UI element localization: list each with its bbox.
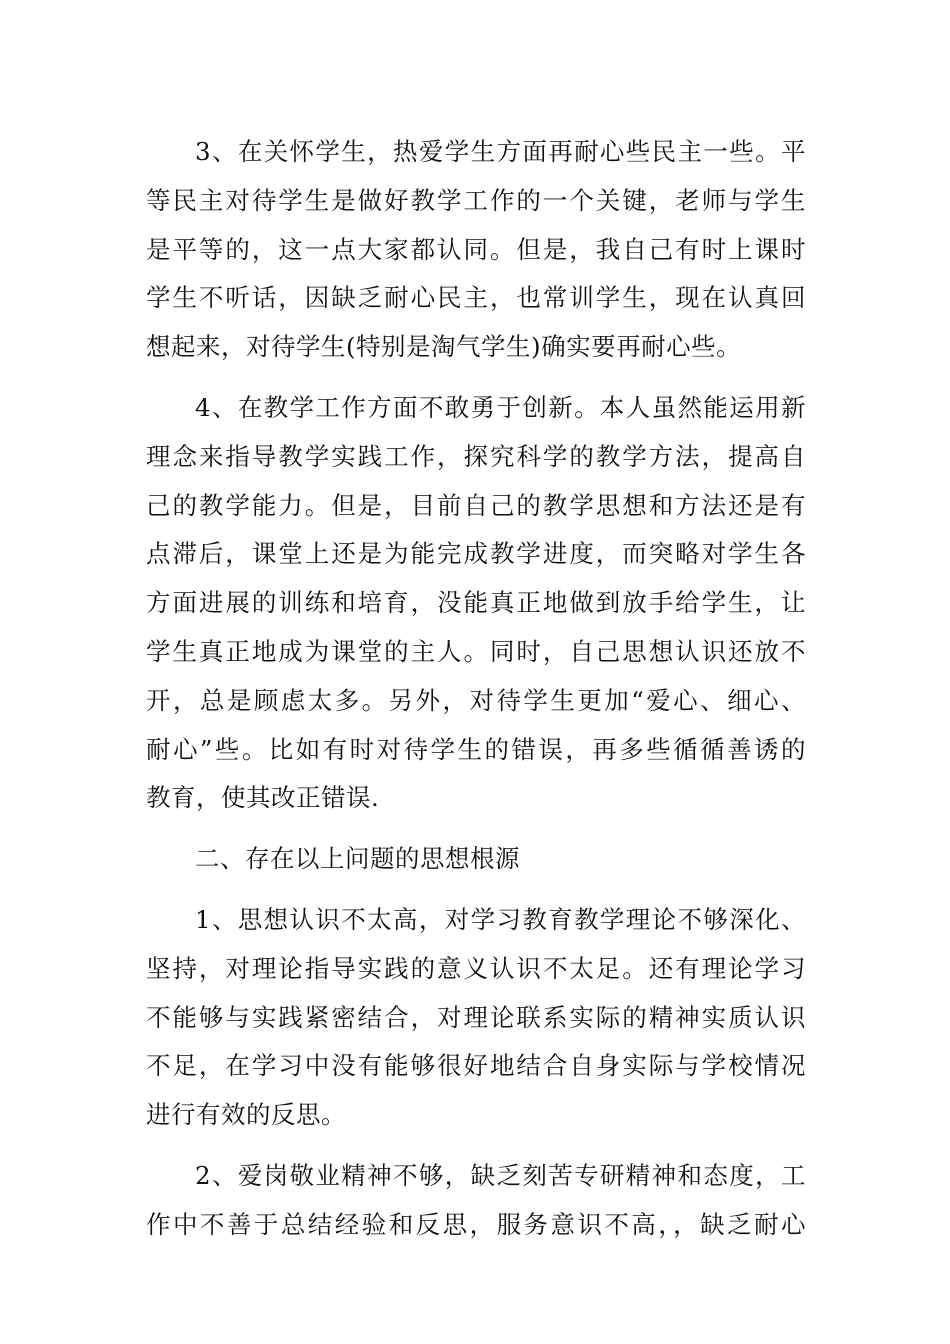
paragraph-item-4	[146, 384, 806, 823]
text-line: 开，总是顾虑太多。另外，对待学生更加“爱心、细心、	[146, 685, 806, 715]
text-line: 1、思想认识不太高，对学习教育教学理论不够深化、	[195, 904, 806, 934]
text-line: 是平等的，这一点大家都认同。但是，我自己有时上课时	[146, 234, 806, 264]
text-line: 作中不善于总结经验和反思，服务意识不高，，缺乏耐心	[146, 1209, 806, 1239]
text-line: 4、在教学工作方面不敢勇于创新。本人虽然能运用新	[195, 392, 806, 422]
text-line: 不足，在学习中没有能够很好地结合自身实际与学校情况	[146, 1051, 806, 1081]
text-line: 3、在关怀学生，热爱学生方面再耐心些民主一些。平	[195, 137, 806, 166]
text-line: 耐心”些。比如有时对待学生的错误，再多些循循善诱的	[146, 734, 806, 764]
text-line: 理念来指导教学实践工作，探究科学的教学方法，提高自	[146, 441, 806, 471]
paragraph-gap	[146, 1140, 806, 1152]
text-line: 学生真正地成为课堂的主人。同时，自己思想认识还放不	[146, 636, 806, 666]
paragraph-gap	[146, 372, 806, 384]
text-line: 2、爱岗敬业精神不够，缺乏刻苦专研精神和态度，工	[195, 1160, 806, 1190]
paragraph-gap	[146, 884, 806, 896]
paragraph-item-3	[146, 128, 806, 372]
document-body	[146, 128, 806, 1250]
paragraph-root-1	[146, 896, 806, 1140]
text-line: 坚持，对理论指导实践的意义认识不太足。还有理论学习	[146, 953, 806, 983]
text-line: 进行有效的反思。	[146, 1100, 346, 1130]
section-heading	[146, 835, 806, 884]
text-line: 点滞后，课堂上还是为能完成教学进度，而突略对学生各	[146, 539, 806, 569]
text-line: 教育，使其改正错误.	[146, 783, 380, 813]
paragraph-root-2	[146, 1152, 806, 1250]
text-line: 方面进展的训练和培育，没能真正地做到放手给学生，让	[146, 588, 806, 618]
text-line: 学生不听话，因缺乏耐心民主，也常训学生，现在认真回	[146, 283, 806, 313]
text-line: 等民主对待学生是做好教学工作的一个关键，老师与学生	[146, 185, 806, 215]
text-line: 己的教学能力。但是，目前自己的教学思想和方法还是有	[146, 490, 806, 520]
paragraph-gap	[146, 823, 806, 835]
text-line: 想起来，对待学生(特别是淘气学生)确实要再耐心些。	[146, 332, 742, 362]
text-line: 不能够与实践紧密结合，对理论联系实际的精神实质认识	[146, 1002, 806, 1032]
section-heading-text: 二、存在以上问题的思想根源	[195, 844, 520, 874]
